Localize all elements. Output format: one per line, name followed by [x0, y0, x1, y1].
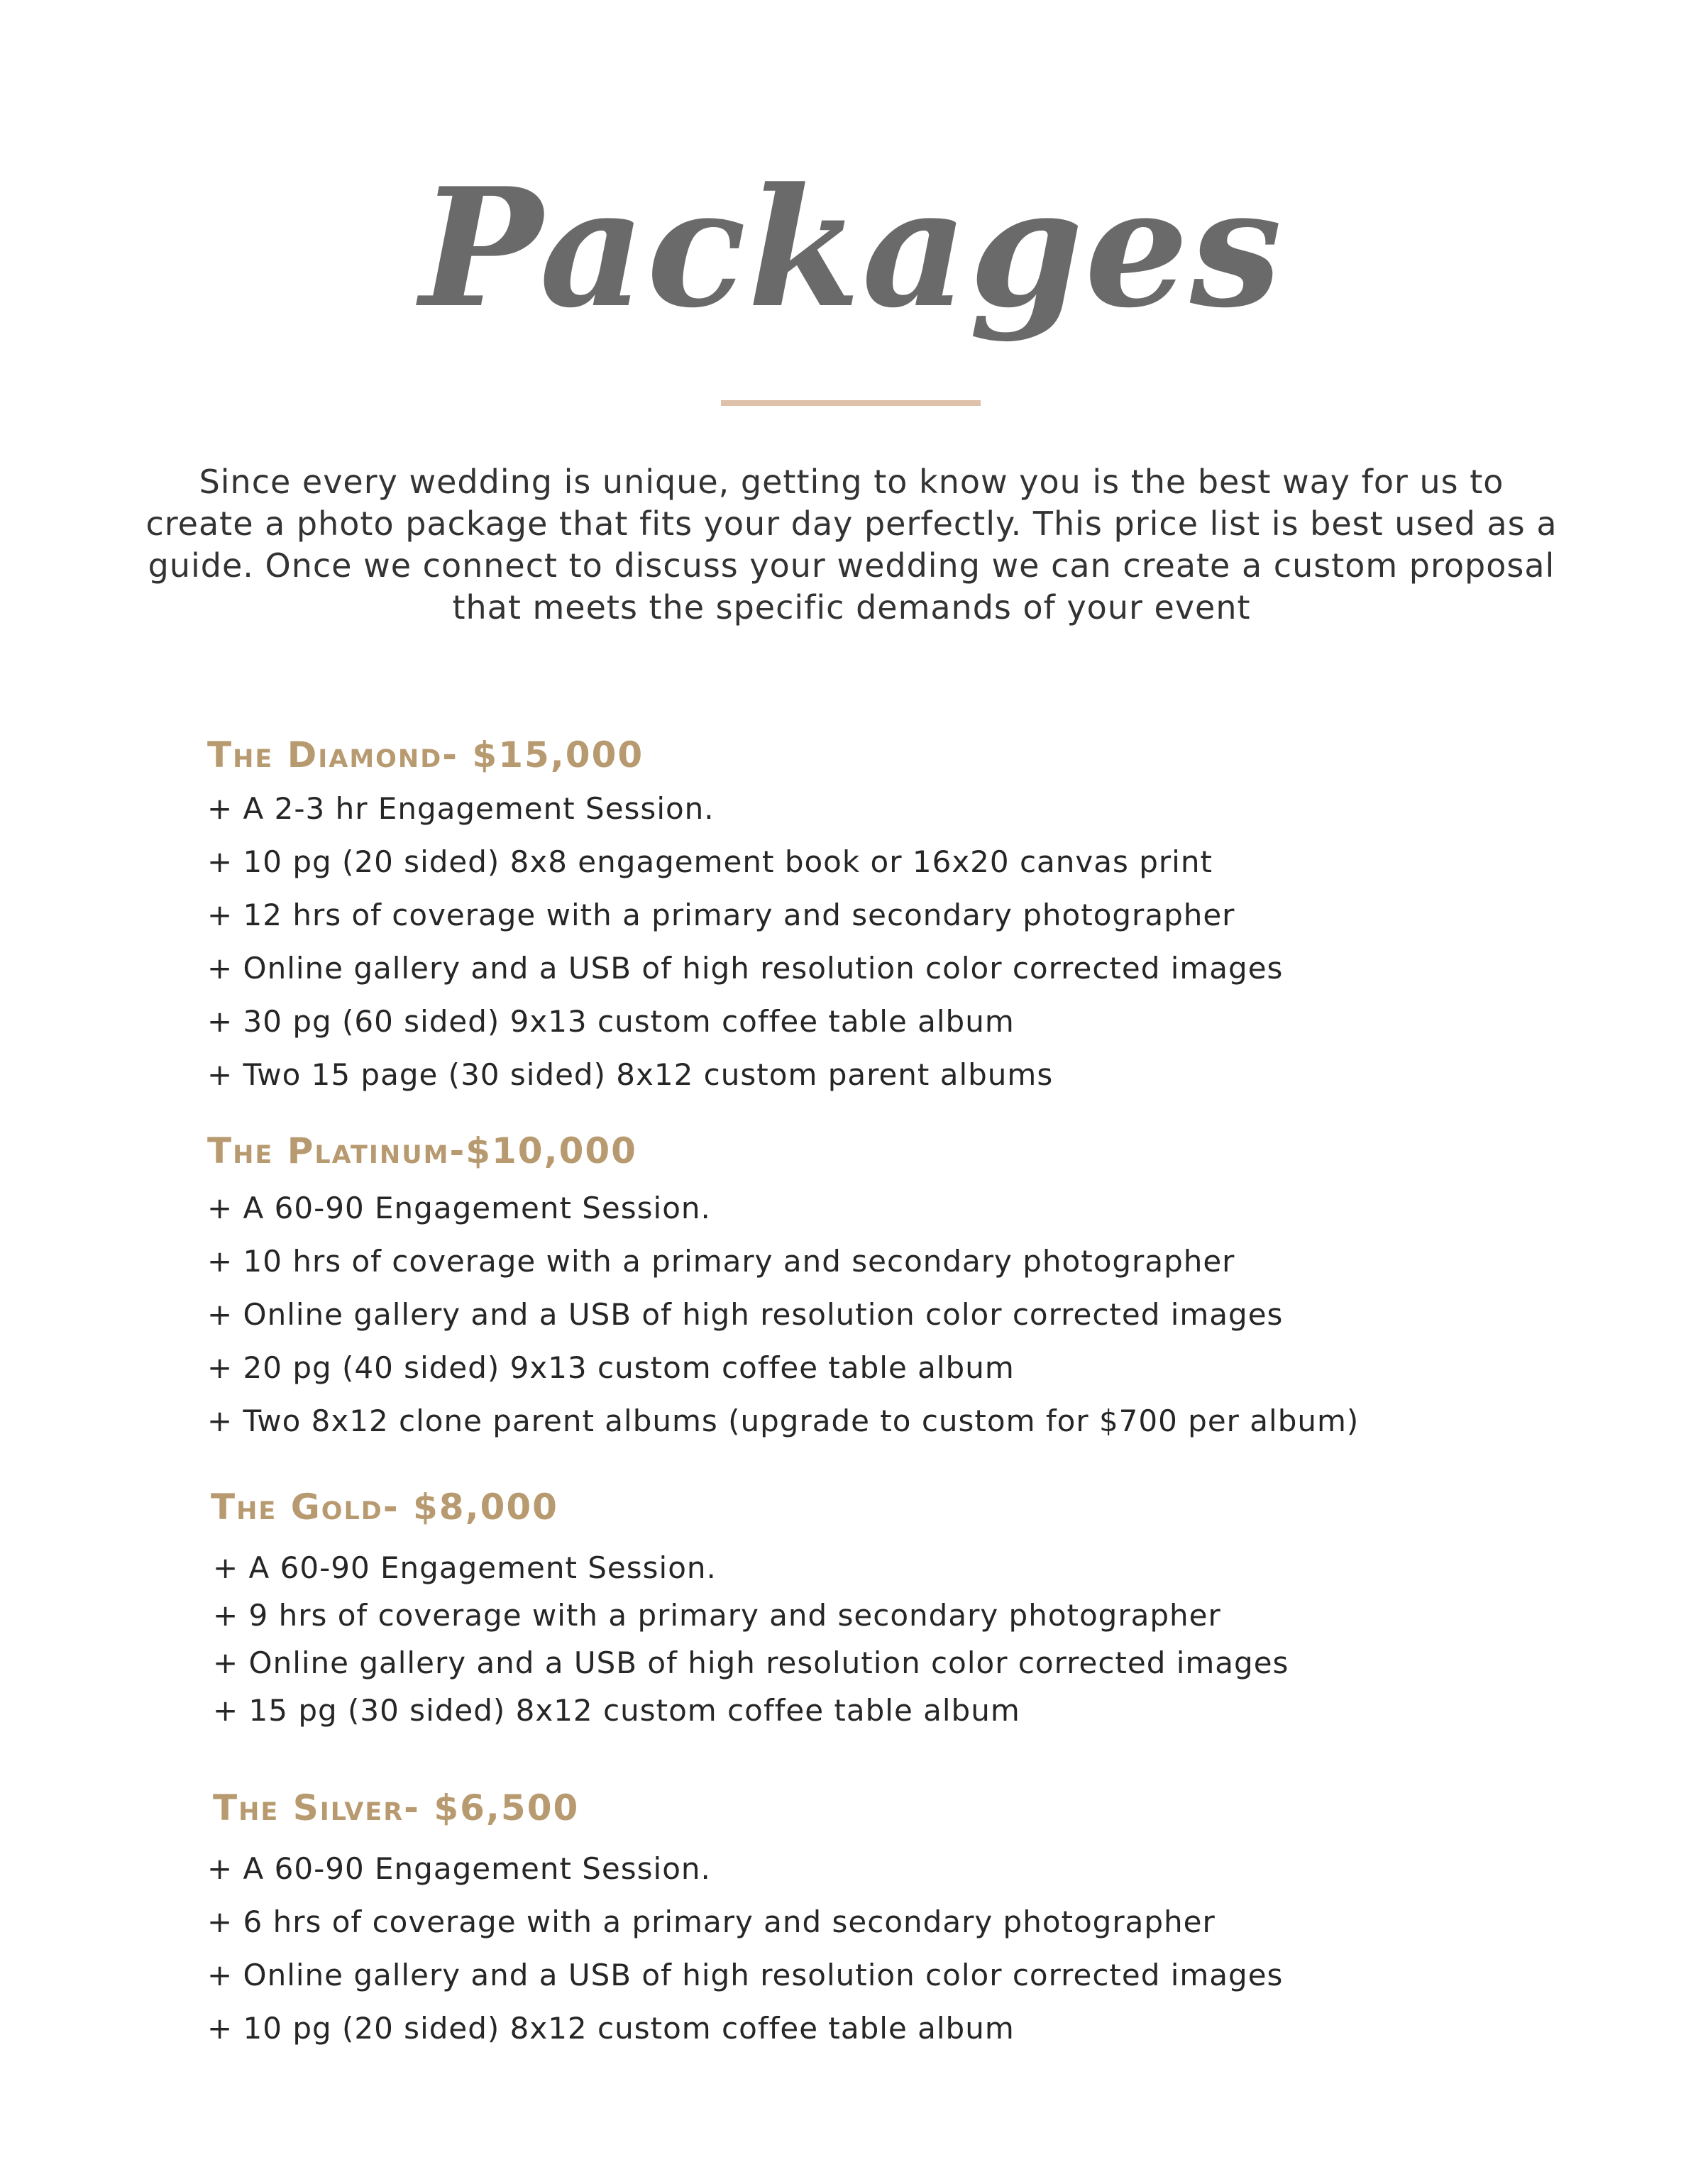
package-heading-silver: The Silver- $6,500: [213, 1787, 580, 1829]
package-items-silver: [207, 1842, 1283, 2055]
list-item: + A 60-90 Engagement Session.: [213, 1550, 717, 1585]
list-item: + 20 pg (40 sided) 9x13 custom coffee table album: [207, 1350, 1015, 1385]
page-title: Packages: [419, 153, 1284, 344]
list-item: + 9 hrs of coverage with a primary and secondary photographer: [213, 1598, 1221, 1633]
package-items-gold: [213, 1544, 1289, 1734]
list-item: + 6 hrs of coverage with a primary and secondary photographer: [207, 1904, 1216, 1939]
title-divider: [721, 400, 981, 406]
list-item: + Two 15 page (30 sided) 8x12 custom parent albums: [207, 1057, 1054, 1092]
list-item: + A 60-90 Engagement Session.: [207, 1851, 711, 1886]
list-item: + 30 pg (60 sided) 9x13 custom coffee table album: [207, 1004, 1015, 1039]
package-items-diamond: [207, 782, 1283, 1101]
list-item: + 12 hrs of coverage with a primary and secondary photographer: [207, 898, 1235, 932]
list-item: + A 2-3 hr Engagement Session.: [207, 791, 715, 826]
list-item: + Online gallery and a USB of high resolution color corrected images: [207, 1297, 1284, 1332]
package-heading-diamond: The Diamond- $15,000: [207, 734, 644, 776]
list-item: + 10 pg (20 sided) 8x8 engagement book or 16x20 canvas print: [207, 844, 1213, 879]
intro-paragraph: Since every wedding is unique, getting to know you is the best way for us to create a photo package that fits your day perfectly. This price list is best used as a guide. Once we connect to discuss your wedding we can create a custom proposal that meets the specific demands of your event: [145, 463, 1558, 627]
list-item: + Online gallery and a USB of high resolution color corrected images: [207, 1958, 1284, 1992]
list-item: + Online gallery and a USB of high resolution color corrected images: [207, 951, 1284, 986]
list-item: + Online gallery and a USB of high resolution color corrected images: [213, 1645, 1289, 1680]
list-item: + Two 8x12 clone parent albums (upgrade to custom for $700 per album): [207, 1403, 1360, 1438]
list-item: + A 60-90 Engagement Session.: [207, 1191, 711, 1225]
list-item: + 15 pg (30 sided) 8x12 custom coffee table album: [213, 1693, 1020, 1728]
package-heading-platinum: The Platinum-$10,000: [207, 1130, 637, 1171]
list-item: + 10 hrs of coverage with a primary and secondary photographer: [207, 1244, 1235, 1279]
package-items-platinum: [207, 1181, 1359, 1447]
list-item: + 10 pg (20 sided) 8x12 custom coffee table album: [207, 2011, 1015, 2046]
package-heading-gold: The Gold- $8,000: [211, 1487, 558, 1528]
